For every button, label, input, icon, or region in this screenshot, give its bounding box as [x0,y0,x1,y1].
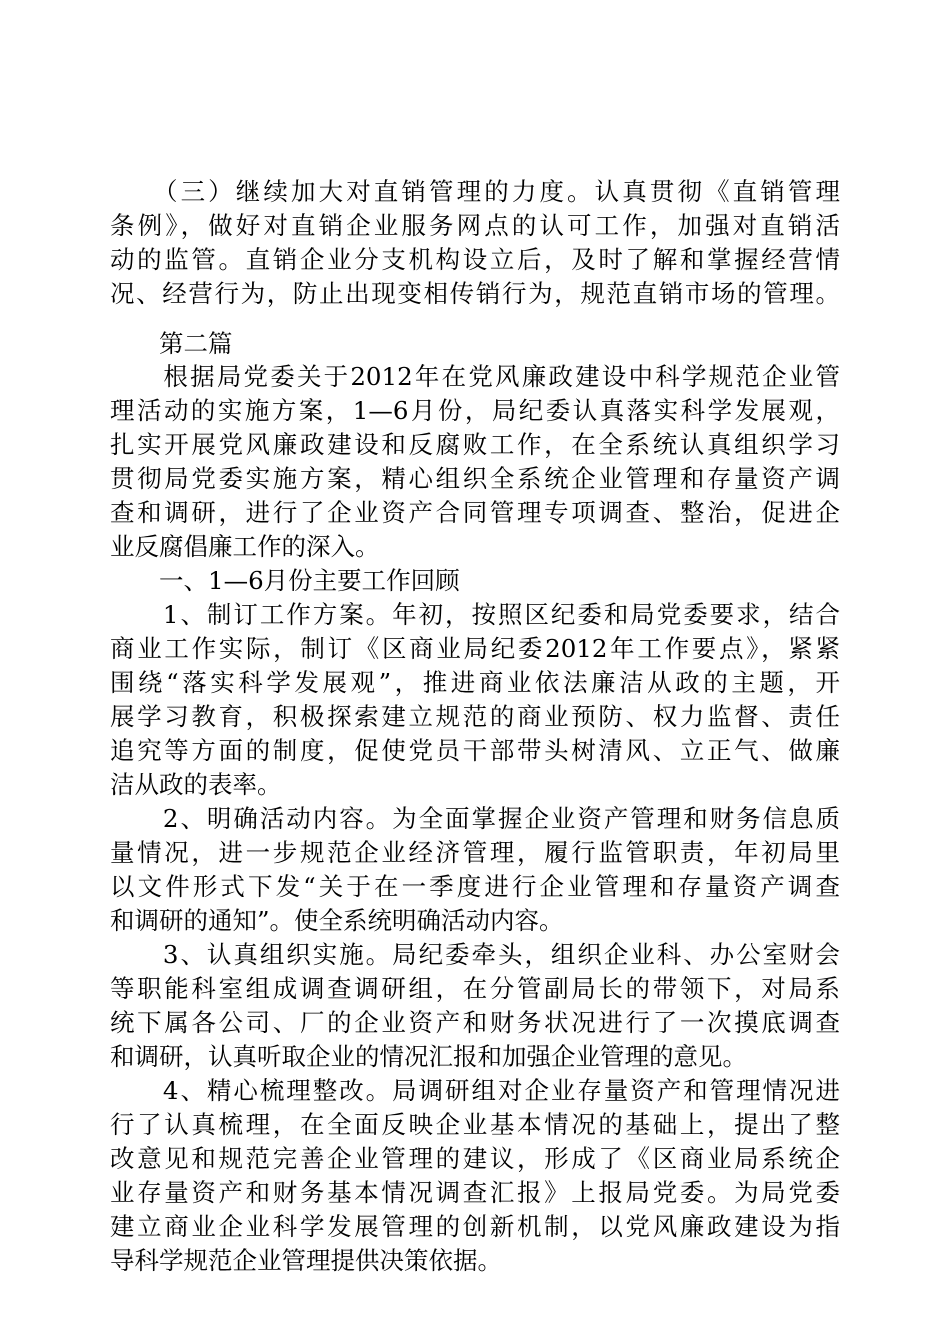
text-line: 根据局党委关于2012年在党风廉政建设中科学规范企业管 [110,362,840,391]
text-line: 和调研，认真听取企业的情况汇报和加强企业管理的意见。 [110,1042,747,1071]
section-heading: 第二篇 [110,329,233,358]
text-line: 商业工作实际，制订《区商业局纪委2012年工作要点》，紧紧 [110,634,840,663]
text-line: 1、制订工作方案。年初，按照区纪委和局党委要求，结合 [110,600,840,629]
text-line: 2、明确活动内容。为全面掌握企业资产管理和财务信息质 [110,804,840,833]
text-line: 追究等方面的制度，促使党员干部带头树清风、立正气、做廉 [110,736,840,765]
text-line: 动的监管。直销企业分支机构设立后，及时了解和掌握经营情 [110,245,840,274]
text-line: 业反腐倡廉工作的深入。 [110,532,380,561]
text-line: 量情况，进一步规范企业经济管理，履行监管职责，年初局里 [110,838,840,867]
text-line: 和调研的通知”。使全系统明确活动内容。 [110,906,564,935]
text-line: 围绕“落实科学发展观”，推进商业依法廉洁从政的主题，开 [110,668,840,697]
text-line: 导科学规范企业管理提供决策依据。 [110,1246,502,1275]
text-line: 理活动的实施方案，1—6月份，局纪委认真落实科学发展观， [110,396,840,425]
text-line: （三）继续加大对直销管理的力度。认真贯彻《直销管理 [110,177,840,206]
text-line: 4、精心梳理整改。局调研组对企业存量资产和管理情况进 [110,1076,840,1105]
text-line: 以文件形式下发“关于在一季度进行企业管理和存量资产调查 [110,872,840,901]
text-line: 洁从政的表率。 [110,770,282,799]
text-line: 改意见和规范完善企业管理的建议，形成了《区商业局系统企 [110,1144,840,1173]
text-line: 统下属各公司、厂的企业资产和财务状况进行了一次摸底调查 [110,1008,840,1037]
text-line: 等职能科室组成调查调研组，在分管副局长的带领下，对局系 [110,974,840,1003]
text-line: 扎实开展党风廉政建设和反腐败工作，在全系统认真组织学习 [110,430,840,459]
text-line: 查和调研，进行了企业资产合同管理专项调查、整治，促进企 [110,498,840,527]
text-line: 况、经营行为，防止出现变相传销行为，规范直销市场的管理。 [110,279,840,308]
section-heading: 一、1—6月份主要工作回顾 [110,566,460,595]
text-line: 建立商业企业科学发展管理的创新机制，以党风廉政建设为指 [110,1212,840,1241]
text-line: 业存量资产和财务基本情况调查汇报》上报局党委。为局党委 [110,1178,840,1207]
text-line: 展学习教育，积极探索建立规范的商业预防、权力监督、责任 [110,702,840,731]
text-line: 行了认真梳理，在全面反映企业基本情况的基础上，提出了整 [110,1110,840,1139]
text-line: 贯彻局党委实施方案，精心组织全系统企业管理和存量资产调 [110,464,840,493]
text-line: 条例》，做好对直销企业服务网点的认可工作，加强对直销活 [110,211,840,240]
text-line: 3、认真组织实施。局纪委牵头，组织企业科、办公室财会 [110,940,840,969]
